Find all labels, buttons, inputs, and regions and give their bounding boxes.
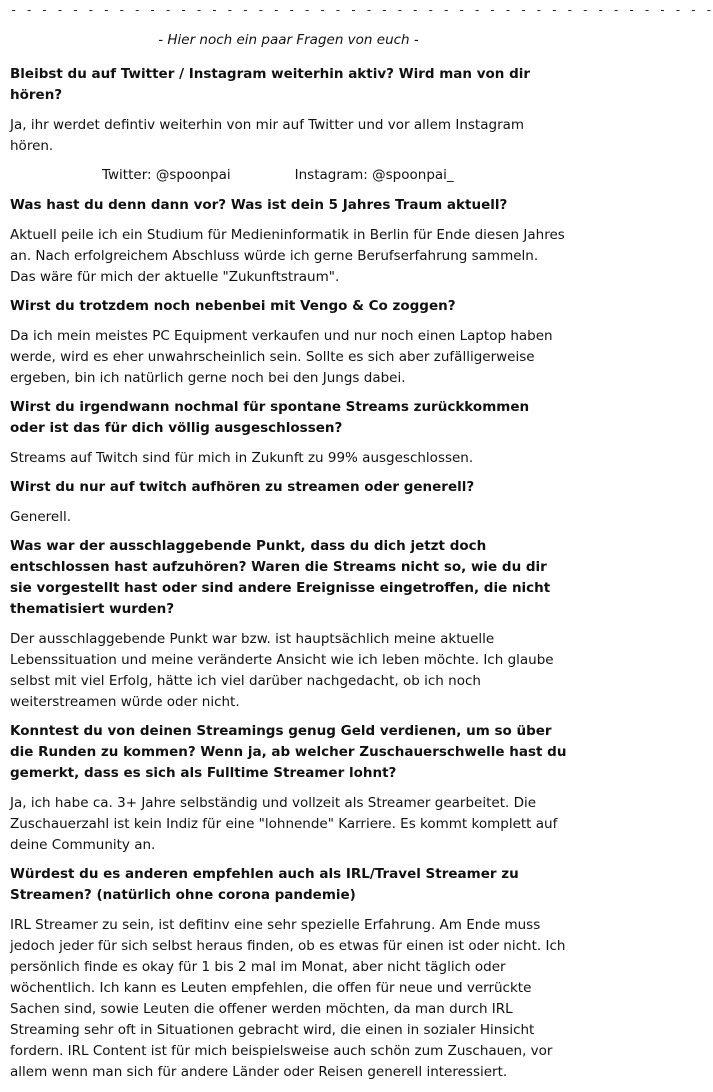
answer-recommend-irl: IRL Streamer zu sein, ist defitinv eine sehr spezielle Erfahrung. Am Ende muss jedoch jeder für sich selbst heraus finden, ob es etwas für einen ist oder nicht. Ich persönlich finde es okay für 1 bis 2 mal im Monat, aber nicht täglich oder wöchentlich. Ich kann es Leuten empfehlen, die offen für neue und verrückte Sachen sind, sowie Leuten die offener werden möchten, da man durch IRL Streaming sehr oft in Situationen gebracht wird, die einen in sozialer Hinsicht fordern. IRL Content ist für mich beispielsweise auch schön zum Zuschauen, vor allem wenn man sich für andere Länder oder Reisen generell interessiert. <box>10 917 566 1080</box>
answer-decisive-point: Der ausschlaggebende Punkt war bzw. ist hauptsächlich meine aktuelle Lebenssituation und meine veränderte Ansicht wie ich leben möchte. Ich glaube selbst mit viel Erfolg, hätte ich viel darüber nachgedacht, ob ich noch weiterstreamen würde oder nicht. <box>10 631 554 710</box>
twitter-handle: Twitter: @spoonpai <box>102 167 231 183</box>
answer-five-year-dream: Aktuell peile ich ein Studium für Medieninformatik in Berlin für Ende diesen Jahres an. Nach erfolgreichem Abschluss würde ich gerne Berufserfahrung sammeln. Das wäre für mich der aktuelle "Zukunftstraum". <box>10 227 565 285</box>
question-streaming-income: Konntest du von deinen Streamings genug Geld verdienen, um so über die Runden zu kommen? Wenn ja, ab welcher Zuschauerschwelle hast du gemerkt, dass es sich als Fulltime Streamer lohnt? <box>10 723 567 781</box>
question-stop-streaming: Wirst du nur auf twitch aufhören zu streamen oder generell? <box>10 479 475 495</box>
answer-spontaneous-streams: Streams auf Twitch sind für mich in Zukunft zu 99% ausgeschlossen. <box>10 450 474 466</box>
answer-twitter-instagram: Ja, ihr werdet defintiv weiterhin von mir auf Twitter und vor allem Instagram hören. <box>10 117 525 154</box>
question-spontaneous-streams: Wirst du irgendwann nochmal für spontane Streams zurückkommen oder ist das für dich völlig ausgeschlossen? <box>10 399 530 436</box>
dashed-divider: - - - - - - - - - - - - - - - - - - - - - - - - - - - - - - - - - - - - - - - - - - - - - - <box>10 3 713 17</box>
answer-stop-streaming: Generell. <box>10 509 71 525</box>
answer-vengo-gaming: Da ich mein meistes PC Equipment verkaufen und nur noch einen Laptop haben werde, wird es eher unwahrscheinlich sein. Sollte es sich aber zufälligerweise ergeben, bin ich natürlich gerne noch bei den Jungs dabei. <box>10 328 553 386</box>
question-vengo-gaming: Wirst du trotzdem noch nebenbei mit Vengo & Co zoggen? <box>10 298 456 314</box>
answer-streaming-income: Ja, ich habe ca. 3+ Jahre selbständig und vollzeit als Streamer gearbeitet. Die Zuschauerzahl ist kein Indiz für eine "lohnende" Karriere. Es kommt komplett auf deine Community an. <box>10 795 558 853</box>
intro-heading: - Hier noch ein paar Fragen von euch - <box>158 32 419 48</box>
instagram-handle: Instagram: @spoonpai_ <box>294 167 454 183</box>
social-handles <box>10 165 567 185</box>
question-twitter-instagram: Bleibst du auf Twitter / Instagram weiterhin aktiv? Wird man von dir hören? <box>10 66 531 103</box>
question-recommend-irl: Würdest du es anderen empfehlen auch als IRL/Travel Streamer zu Streamen? (natürlich ohne corona pandemie) <box>10 866 519 903</box>
question-decisive-point: Was war der ausschlaggebende Punkt, dass du dich jetzt doch entschlossen hast aufzuhören? Waren die Streams nicht so, wie du dir sie vorgestellt hast oder sind andere Ereignisse eingetroffen, die nicht thematisiert wurden? <box>10 538 551 617</box>
question-five-year-dream: Was hast du denn dann vor? Was ist dein 5 Jahres Traum aktuell? <box>10 197 508 213</box>
